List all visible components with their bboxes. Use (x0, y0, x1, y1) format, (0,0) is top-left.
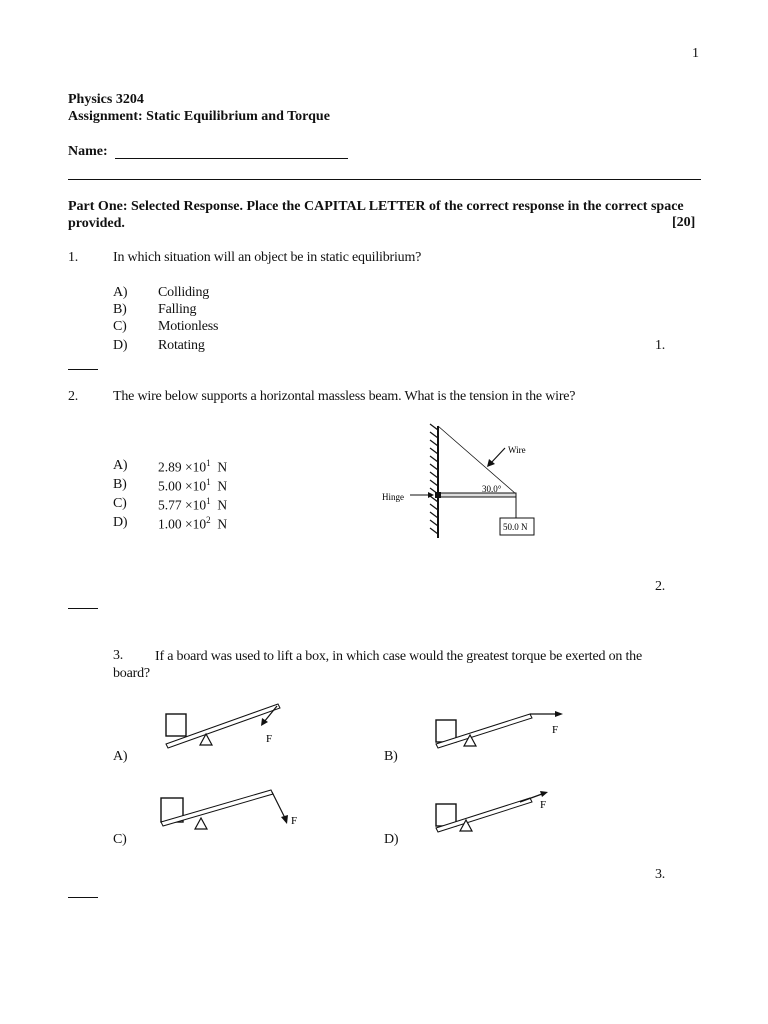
name-label: Name: (68, 144, 108, 159)
q2-option-a-letter: A) (113, 458, 128, 473)
q2-beam-diagram (370, 418, 550, 543)
page-number: 1 (692, 46, 699, 61)
q1-answer-label: 1. (655, 338, 666, 353)
q2-option-c-letter: C) (113, 496, 127, 511)
q2-option-a-value: $2.89 \times 10^1$ N (158, 458, 228, 475)
wire-arrow (490, 448, 505, 464)
force-arrowhead (540, 791, 548, 797)
force-label: F (266, 733, 273, 745)
hinge-label: Hinge (382, 492, 404, 502)
force-label: F (540, 799, 547, 811)
beam (438, 493, 516, 497)
assignment-title: Assignment: Static Equilibrium and Torque (68, 109, 330, 124)
q1-option-c-letter: C) (113, 319, 127, 334)
q3-option-c-letter: C) (113, 832, 127, 847)
q3-option-b-letter: B) (384, 749, 398, 764)
q1-option-b-text: Falling (158, 302, 197, 317)
course-title: Physics 3204 (68, 92, 144, 107)
q1-answer-blank[interactable] (68, 369, 98, 370)
q1-option-c-text: Motionless (158, 319, 219, 334)
q3-diagram-c (155, 788, 305, 838)
box (166, 714, 186, 736)
q2-answer-label: 2. (655, 579, 666, 594)
q3-diagram-b (430, 702, 570, 752)
q3-text-line1: If a board was used to lift a box, in which case would the greatest torque be exerted on the board? (113, 649, 642, 681)
q3-answer-blank[interactable] (68, 897, 98, 898)
q3-answer-label: 3. (655, 867, 666, 882)
q2-option-d-value: $1.00 \times 10^2$ N (158, 515, 228, 532)
q2-option-d-letter: D) (113, 515, 128, 530)
force-arrowhead (281, 815, 288, 824)
q3-number: 3. (113, 648, 124, 663)
q2-answer-blank[interactable] (68, 608, 98, 609)
q1-option-a-text: Colliding (158, 285, 210, 300)
force-arrowhead (555, 711, 563, 717)
q1-number: 1. (68, 250, 79, 265)
q1-option-d-letter: D) (113, 338, 128, 353)
wire-label: Wire (508, 445, 526, 455)
wire (438, 426, 516, 494)
weight-label: 50.0 N (503, 522, 528, 532)
q3-diagram-a (160, 700, 290, 750)
q1-option-a-letter: A) (113, 285, 128, 300)
fulcrum (195, 818, 207, 829)
force-label: F (552, 724, 559, 736)
q2-option-c-value: $5.77 \times 10^1$ N (158, 496, 228, 513)
q2-number: 2. (68, 389, 79, 404)
force-arrow (272, 792, 285, 818)
part-one-instructions: Part One: Selected Response. Place the CAPITAL LETTER of the correct response in the correct space provided. (68, 199, 684, 231)
q2-option-b-value: $5.00 \times 10^1$ N (158, 477, 228, 494)
wall-hatching (430, 424, 438, 534)
q1-option-d-text: Rotating (158, 338, 205, 353)
q2-option-b-letter: B) (113, 477, 127, 492)
hinge (435, 492, 441, 498)
q3-diagram-d (430, 786, 570, 836)
q3-option-a-letter: A) (113, 749, 128, 764)
force-label: F (291, 815, 298, 827)
part-one-marks: [20] (672, 215, 696, 230)
header-divider (68, 179, 701, 180)
name-line[interactable] (115, 158, 348, 159)
q3-option-d-letter: D) (384, 832, 399, 847)
q1-option-b-letter: B) (113, 302, 127, 317)
angle-label: 30.0° (482, 484, 502, 494)
q2-text: The wire below supports a horizontal massless beam. What is the tension in the wire? (113, 389, 576, 404)
q1-text: In which situation will an object be in static equilibrium? (113, 250, 422, 265)
